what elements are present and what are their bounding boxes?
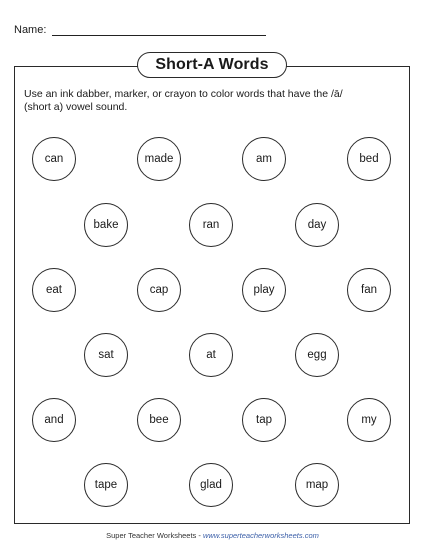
word-circle-my[interactable]: my xyxy=(347,398,391,442)
footer-site-name: Super Teacher Worksheets xyxy=(106,531,197,540)
word-circle-bed[interactable]: bed xyxy=(347,137,391,181)
word-circle-day[interactable]: day xyxy=(295,203,339,247)
word-circle-map[interactable]: map xyxy=(295,463,339,507)
word-circle-ran[interactable]: ran xyxy=(189,203,233,247)
word-circle-eat[interactable]: eat xyxy=(32,268,76,312)
word-circle-can[interactable]: can xyxy=(32,137,76,181)
name-row xyxy=(14,24,266,36)
word-circle-egg[interactable]: egg xyxy=(295,333,339,377)
worksheet-title: Short-A Words xyxy=(137,52,287,78)
footer xyxy=(0,531,425,540)
word-circle-tap[interactable]: tap xyxy=(242,398,286,442)
word-circle-fan[interactable]: fan xyxy=(347,268,391,312)
word-circle-glad[interactable]: glad xyxy=(189,463,233,507)
word-circle-and[interactable]: and xyxy=(32,398,76,442)
word-circle-made[interactable]: made xyxy=(137,137,181,181)
name-field-line[interactable] xyxy=(52,24,266,36)
word-circle-sat[interactable]: sat xyxy=(84,333,128,377)
footer-url-link[interactable]: www.superteacherworksheets.com xyxy=(202,531,319,540)
word-circle-cap[interactable]: cap xyxy=(137,268,181,312)
word-circle-play[interactable]: play xyxy=(242,268,286,312)
footer-separator: - xyxy=(196,531,203,540)
word-circle-bake[interactable]: bake xyxy=(84,203,128,247)
word-circle-am[interactable]: am xyxy=(242,137,286,181)
instructions-text: Use an ink dabber, marker, or crayon to color words that have the /ā/ (short a) vowel sound. xyxy=(24,88,343,113)
word-circle-at[interactable]: at xyxy=(189,333,233,377)
name-label: Name: xyxy=(14,24,47,36)
word-circle-bee[interactable]: bee xyxy=(137,398,181,442)
word-circle-tape[interactable]: tape xyxy=(84,463,128,507)
